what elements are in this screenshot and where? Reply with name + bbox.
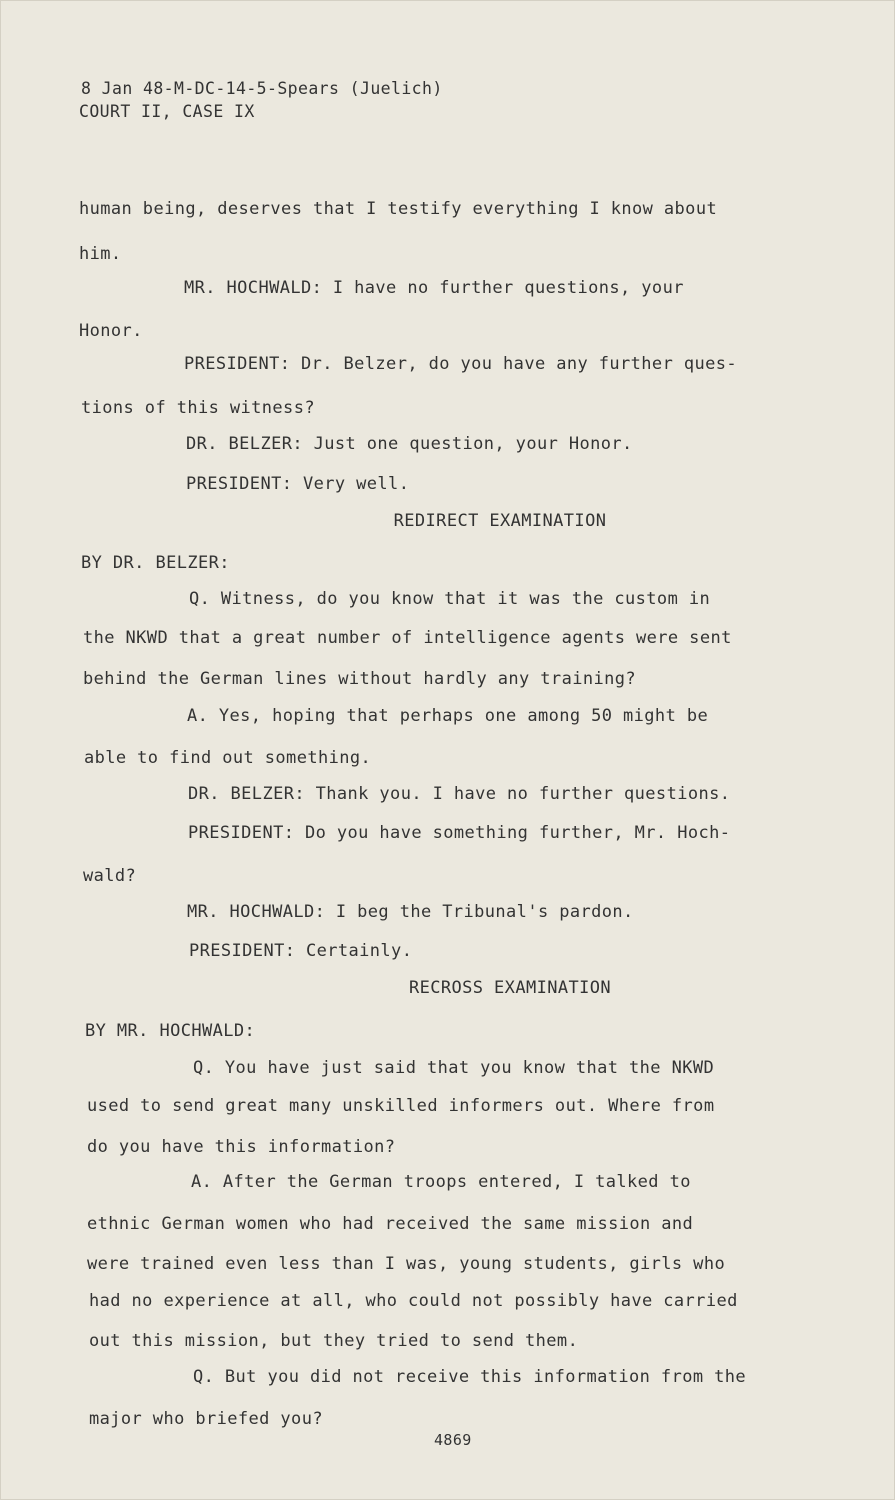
body-line: behind the German lines without hardly any training? bbox=[83, 669, 637, 689]
body-line: used to send great many unskilled informers out. Where from bbox=[87, 1096, 715, 1116]
speaker-line: PRESIDENT: Very well. bbox=[186, 474, 410, 494]
speaker-line: MR. HOCHWALD: I have no further questions, your bbox=[184, 278, 684, 298]
body-line: human being, deserves that I testify everything I know about bbox=[79, 199, 718, 219]
page-number: 4869 bbox=[434, 1431, 472, 1449]
body-line: tions of this witness? bbox=[81, 398, 315, 418]
answer-line: A. After the German troops entered, I talked to bbox=[191, 1172, 691, 1192]
answer-line: A. Yes, hoping that perhaps one among 50 might be bbox=[187, 706, 709, 726]
body-line: do you have this information? bbox=[87, 1137, 396, 1157]
question-line: Q. Witness, do you know that it was the custom in bbox=[189, 589, 711, 609]
speaker-line: DR. BELZER: Just one question, your Honor. bbox=[186, 434, 633, 454]
body-line: ethnic German women who had received the same mission and bbox=[87, 1214, 694, 1234]
examiner-line: BY MR. HOCHWALD: bbox=[85, 1021, 256, 1041]
body-line: had no experience at all, who could not possibly have carried bbox=[89, 1291, 738, 1311]
body-line: him. bbox=[79, 244, 122, 264]
body-line: the NKWD that a great number of intelligence agents were sent bbox=[83, 628, 732, 648]
speaker-line: DR. BELZER: Thank you. I have no further questions. bbox=[188, 784, 731, 804]
section-heading: REDIRECT EXAMINATION bbox=[393, 511, 607, 531]
speaker-line: PRESIDENT: Dr. Belzer, do you have any further ques- bbox=[184, 354, 738, 374]
section-heading: RECROSS EXAMINATION bbox=[408, 978, 612, 998]
body-line: major who briefed you? bbox=[89, 1409, 323, 1429]
speaker-line: MR. HOCHWALD: I beg the Tribunal's pardon. bbox=[187, 902, 634, 922]
body-line: Honor. bbox=[79, 321, 143, 341]
header-line-1: 8 Jan 48-M-DC-14-5-Spears (Juelich) bbox=[81, 79, 443, 98]
question-line: Q. You have just said that you know that the NKWD bbox=[193, 1058, 715, 1078]
body-line: wald? bbox=[83, 866, 137, 886]
body-line: out this mission, but they tried to send them. bbox=[89, 1331, 579, 1351]
body-line: able to find out something. bbox=[84, 748, 372, 768]
examiner-line: BY DR. BELZER: bbox=[81, 553, 230, 573]
speaker-line: PRESIDENT: Do you have something further, Mr. Hoch- bbox=[188, 823, 731, 843]
body-line: were trained even less than I was, young students, girls who bbox=[87, 1254, 726, 1274]
speaker-line: PRESIDENT: Certainly. bbox=[189, 941, 413, 961]
question-line: Q. But you did not receive this information from the bbox=[193, 1367, 747, 1387]
header-line-2: COURT II, CASE IX bbox=[79, 102, 255, 121]
